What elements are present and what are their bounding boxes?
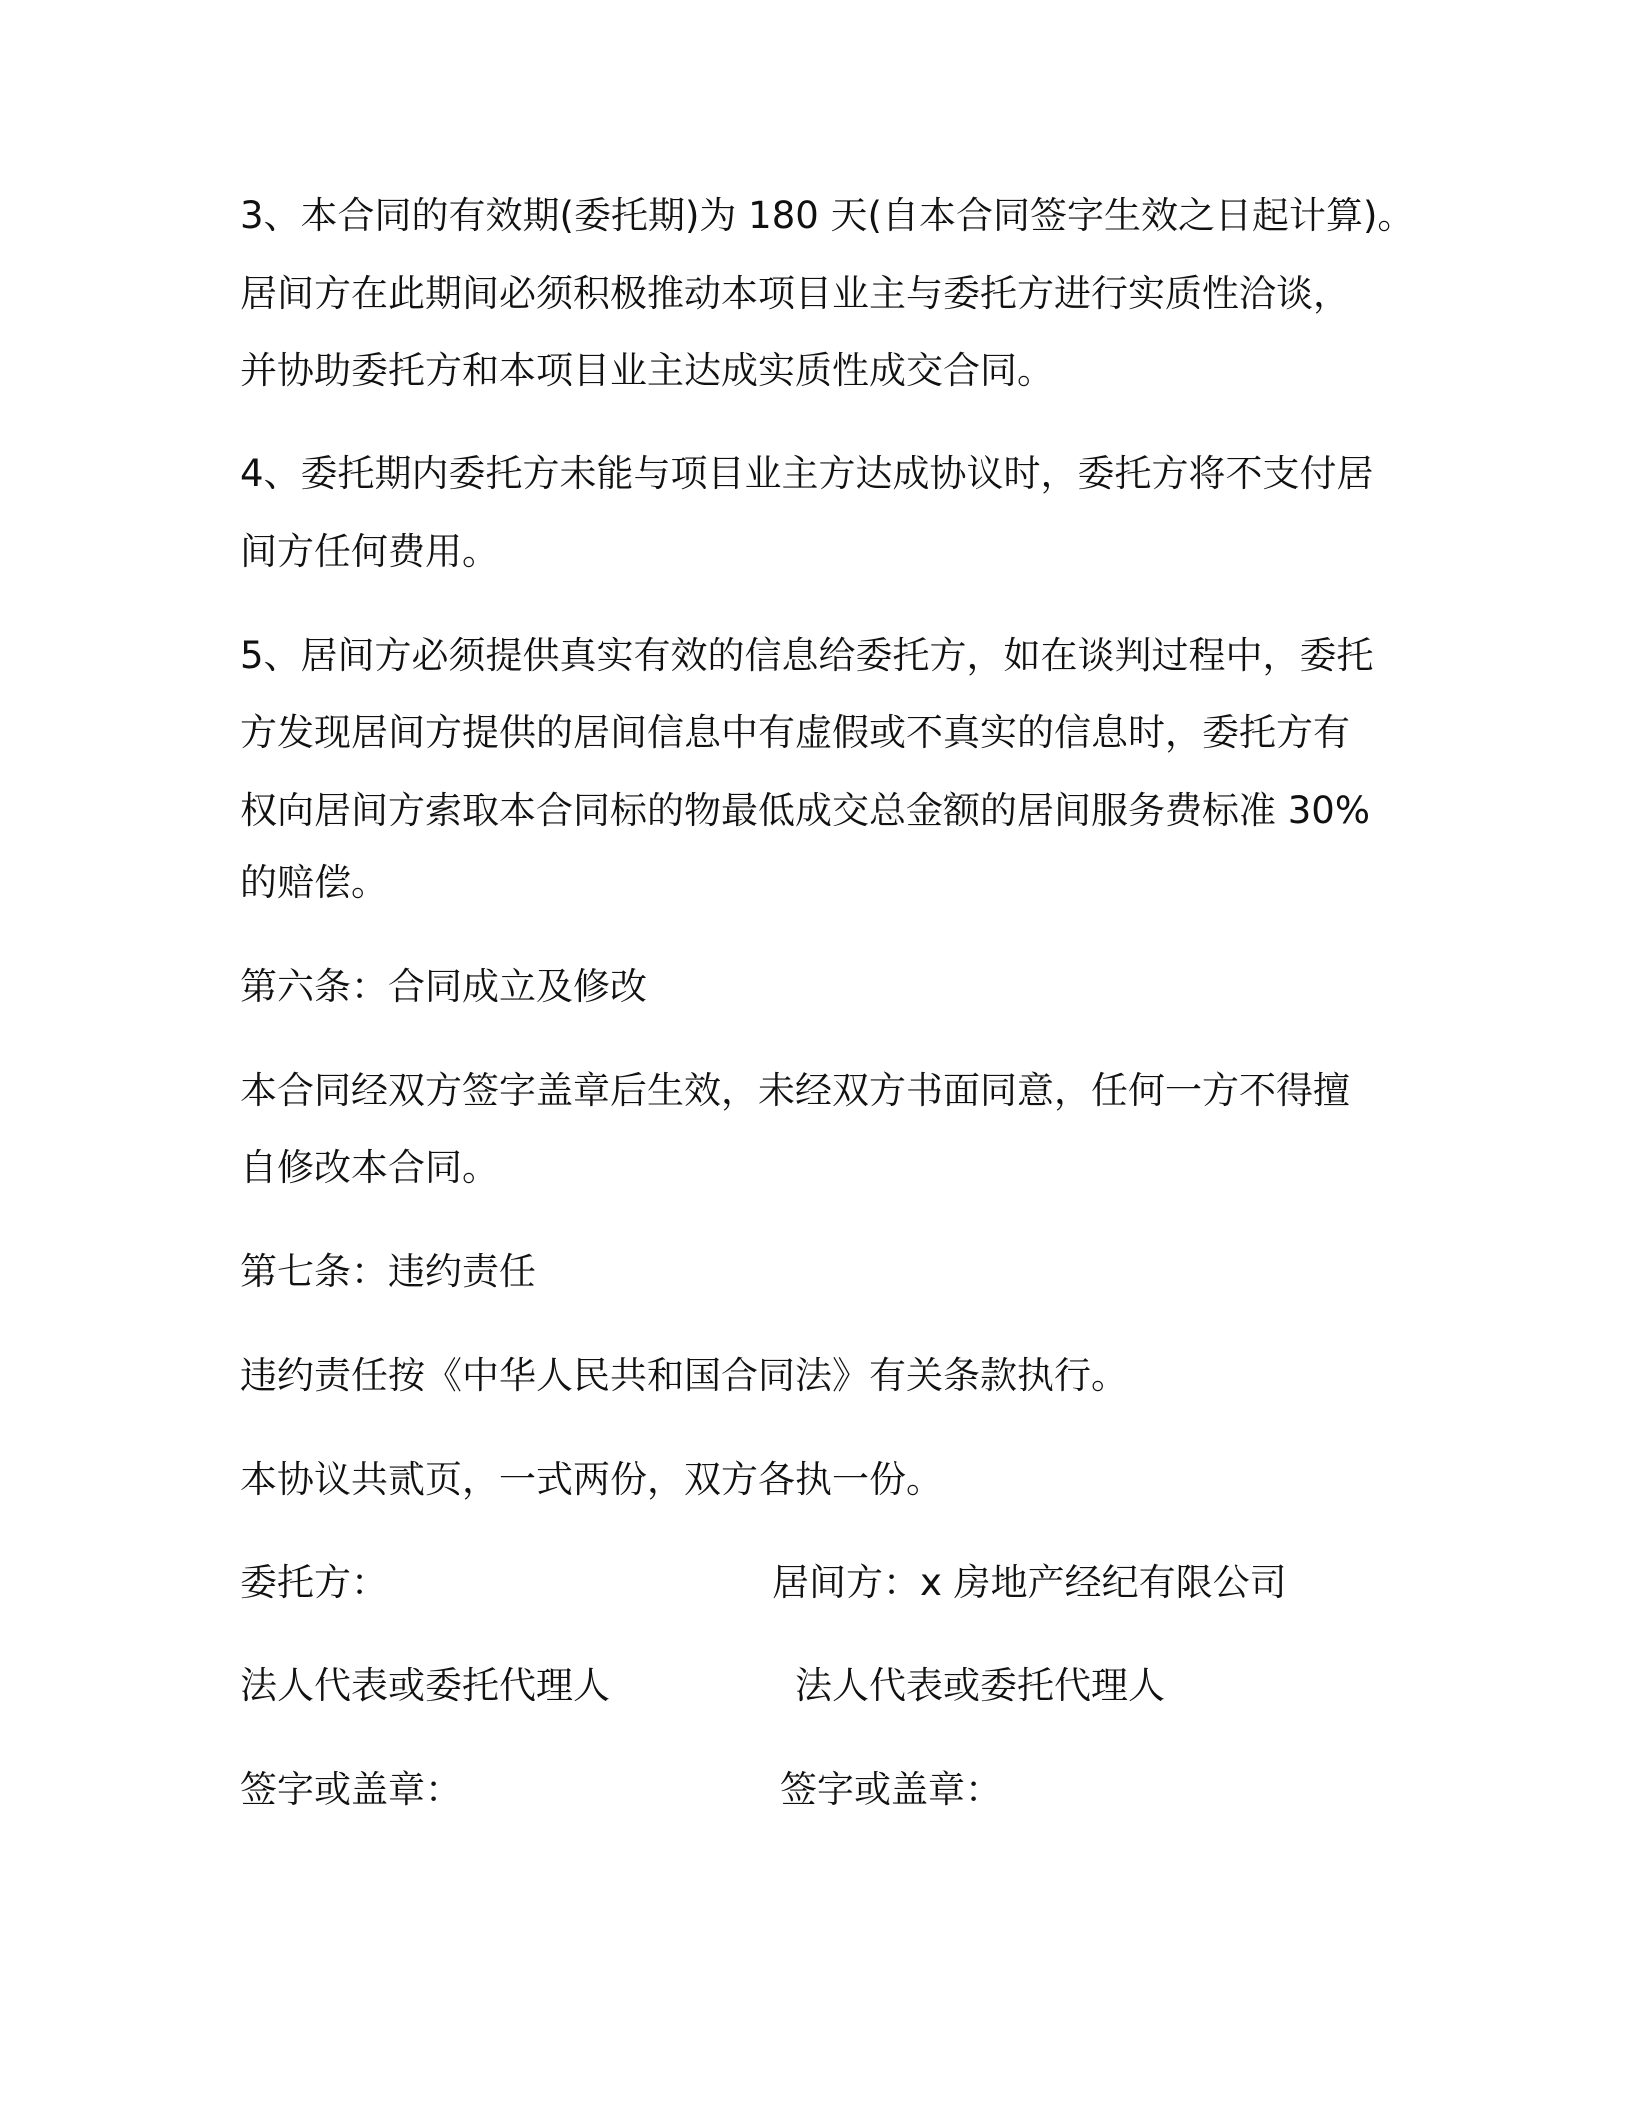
clause-5-line-3: 权向居间方索取本合同标的物最低成交总金额的居间服务费标准 30% — [240, 789, 1370, 832]
party-b-representative: 法人代表或委托代理人 — [795, 1664, 1165, 1707]
party-a-label: 委托方： — [240, 1561, 388, 1604]
party-a-representative: 法人代表或委托代理人 — [240, 1664, 610, 1707]
clause-5-line-1: 5、居间方必须提供真实有效的信息给委托方，如在谈判过程中，委托 — [240, 634, 1374, 677]
clause-5-line-2: 方发现居间方提供的居间信息中有虚假或不真实的信息时，委托方有 — [240, 711, 1350, 754]
party-b-signature: 签字或盖章： — [780, 1768, 1002, 1811]
clause-3-line-2: 居间方在此期间必须积极推动本项目业主与委托方进行实质性洽谈， — [240, 272, 1350, 315]
clause-3-line-3: 并协助委托方和本项目业主达成实质性成交合同。 — [240, 349, 1054, 392]
copies-statement: 本协议共贰页，一式两份，双方各执一份。 — [240, 1458, 943, 1501]
article-7-heading: 第七条：违约责任 — [240, 1250, 536, 1293]
party-b-label: 居间方：x 房地产经纪有限公司 — [772, 1561, 1287, 1604]
article-6-line-1: 本合同经双方签字盖章后生效，未经双方书面同意，任何一方不得擅 — [240, 1069, 1350, 1112]
clause-3-line-1: 3、本合同的有效期(委托期)为 180 天(自本合同签字生效之日起计算)。 — [240, 194, 1415, 237]
article-6-line-2: 自修改本合同。 — [240, 1146, 499, 1189]
article-6-heading: 第六条：合同成立及修改 — [240, 965, 647, 1008]
clause-4-line-1: 4、委托期内委托方未能与项目业主方达成协议时，委托方将不支付居 — [240, 452, 1374, 495]
clause-4-line-2: 间方任何费用。 — [240, 530, 499, 573]
article-7-line-1: 违约责任按《中华人民共和国合同法》有关条款执行。 — [240, 1354, 1128, 1397]
party-a-signature: 签字或盖章： — [240, 1768, 462, 1811]
clause-5-line-4: 的赔偿。 — [240, 861, 388, 904]
